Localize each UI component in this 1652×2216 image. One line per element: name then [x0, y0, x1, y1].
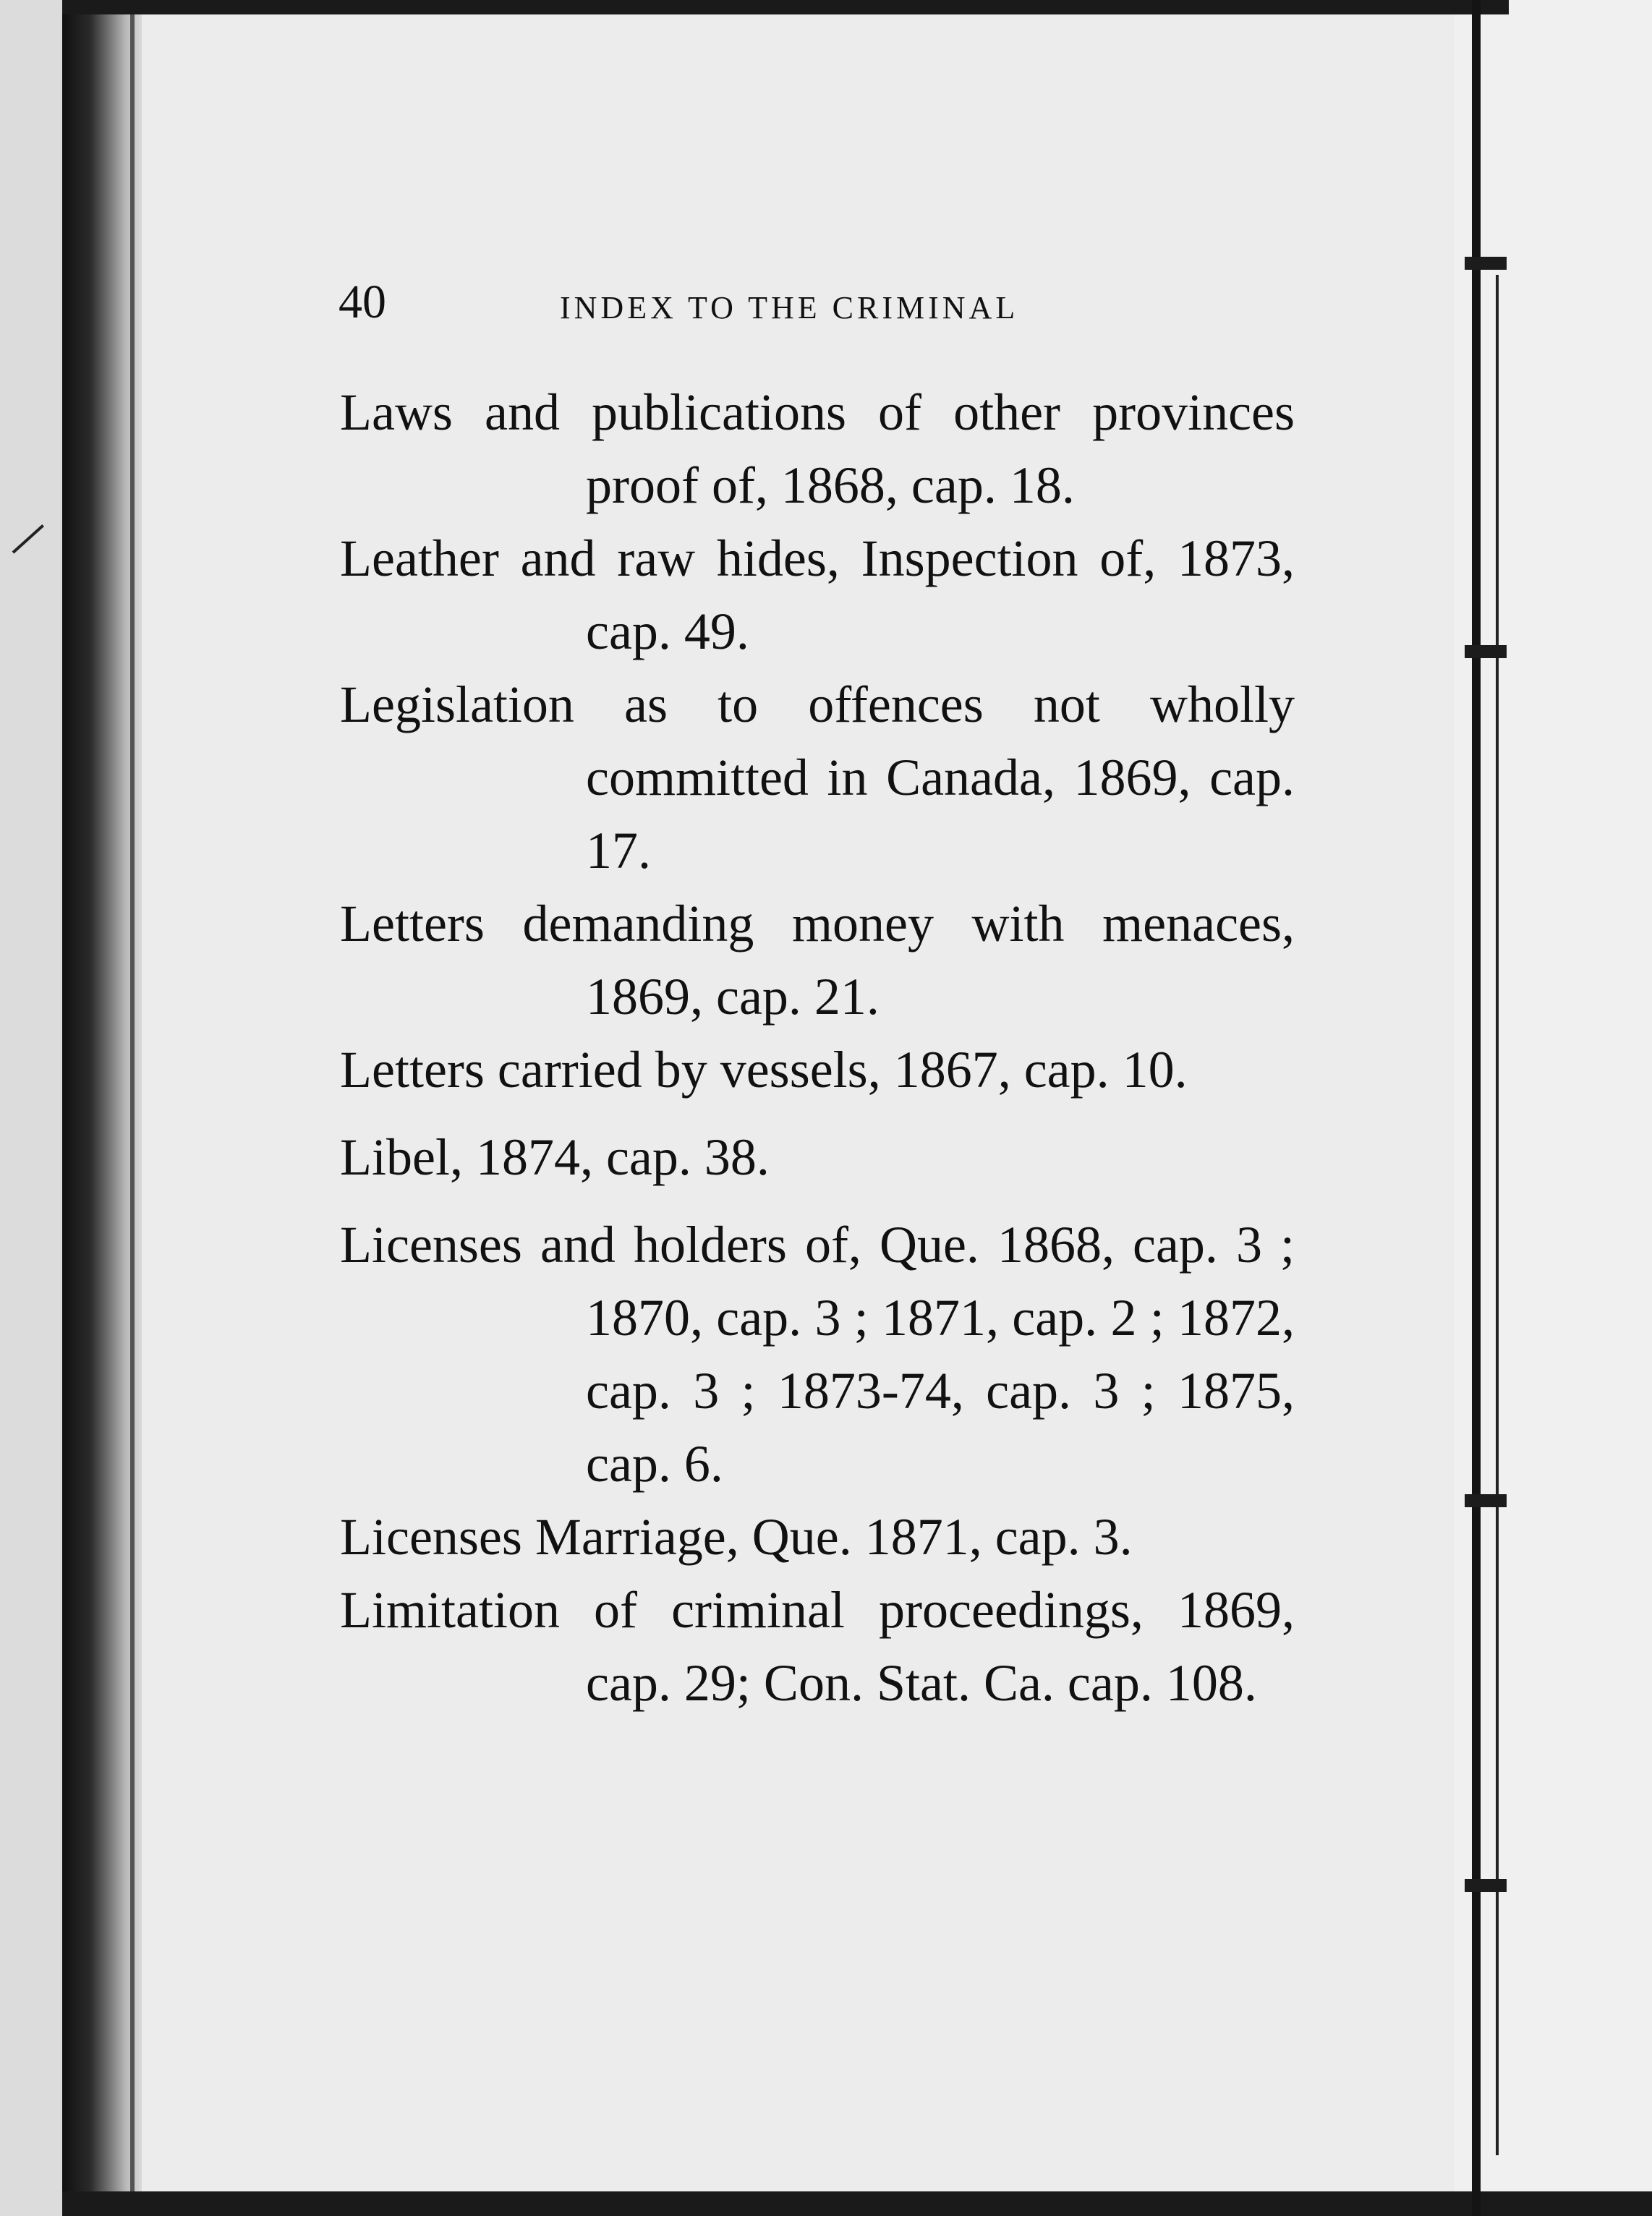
index-entry: Letters carried by vessels, 1867, cap. 10.: [340, 1041, 1188, 1099]
page-header: [339, 275, 1322, 340]
binding-stitch: [1465, 1879, 1507, 1892]
scan-top-border: [62, 0, 1509, 14]
scan-artifact-mark: [12, 524, 44, 553]
index-entry: Limitation of criminal proceedings, 1869, cap. 29; Con. Stat. Ca. cap. 108.: [340, 1581, 1295, 1712]
scan-bottom-border: [62, 2191, 1652, 2216]
binding-thread-secondary: [1496, 275, 1499, 2155]
page-number: 40: [339, 276, 386, 328]
index-entry: Letters demanding money with menaces, 1869, cap. 21.: [340, 895, 1295, 1026]
index-entry: Legislation as to offences not wholly committed in Canada, 1869, cap. 17.: [340, 676, 1295, 879]
index-entry: Libel, 1874, cap. 38.: [340, 1128, 770, 1186]
index-entry: Licenses Marriage, Que. 1871, cap. 3.: [340, 1508, 1133, 1566]
index-entries: [340, 376, 1295, 1720]
running-head: INDEX TO THE CRIMINAL: [560, 290, 1019, 325]
binding-stitch: [1465, 1494, 1507, 1507]
binding-stitch: [1465, 257, 1507, 270]
page-gutter-edge: [130, 0, 135, 2216]
index-entry: Leather and raw hides, Inspection of, 1873, cap. 49.: [340, 529, 1295, 660]
binding-stitch: [1465, 645, 1507, 658]
index-entry: Licenses and holders of, Que. 1868, cap. 3 ; 1870, cap. 3 ; 1871, cap. 2 ; 1872, cap. 3 ; 1873-74, cap. 3 ; 1875, cap. 6.: [340, 1216, 1295, 1493]
index-entry: Laws and publications of other provinces proof of, 1868, cap. 18.: [340, 383, 1295, 514]
